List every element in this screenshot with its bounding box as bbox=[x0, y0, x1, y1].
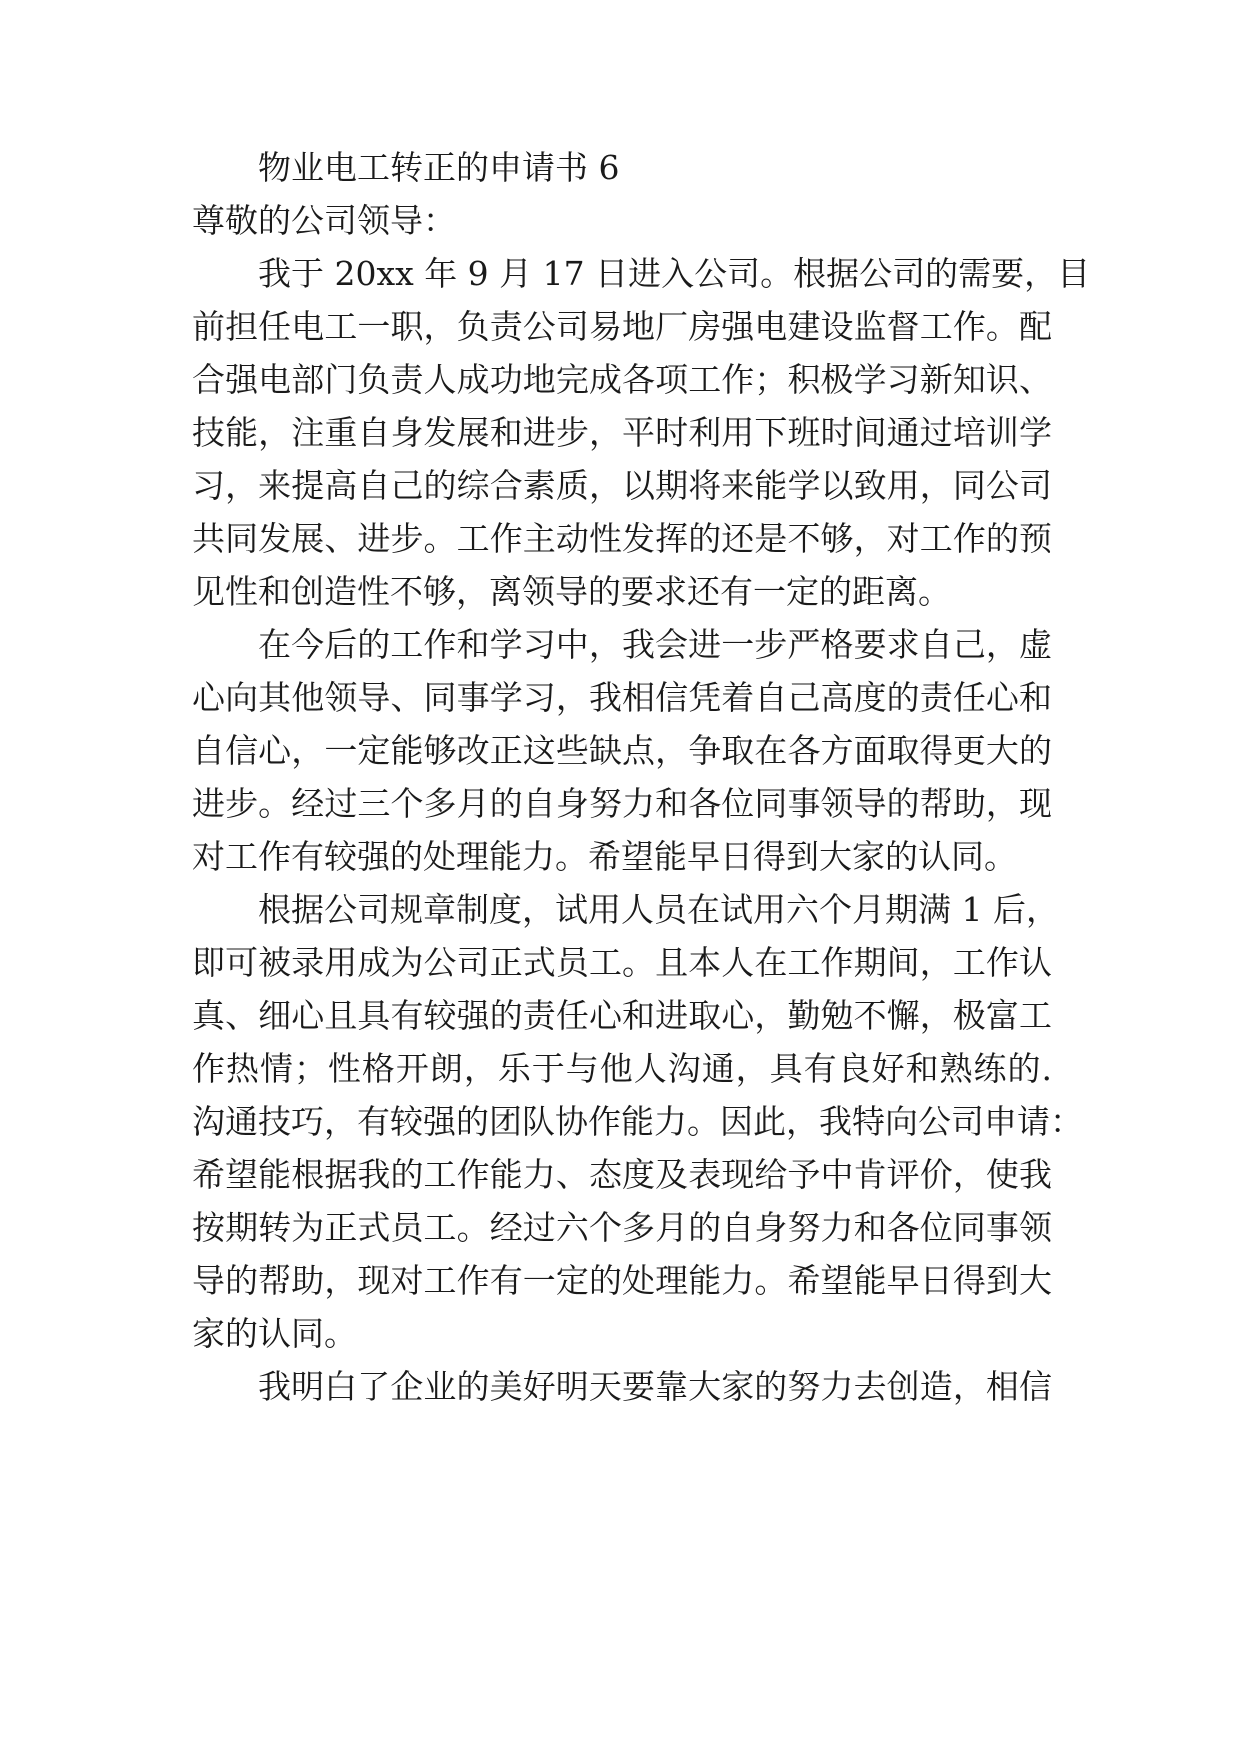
paragraph-1-line-7: 见性和创造性不够，离领导的要求还有一定的距离。 bbox=[192, 572, 951, 611]
paragraph-2-line-1: 在今后的工作和学习中，我会进一步严格要求自己，虚 bbox=[258, 625, 1052, 664]
paragraph-1-line-3: 合强电部门负责人成功地完成各项工作；积极学习新知识、 bbox=[192, 360, 1052, 399]
paragraph-3-line-1: 根据公司规章制度，试用人员在试用六个月期满 1 后， bbox=[258, 890, 1059, 929]
paragraph-2-line-5: 对工作有较强的处理能力。希望能早日得到大家的认同。 bbox=[192, 837, 1017, 876]
paragraph-3-line-7: 按期转为正式员工。经过六个多月的自身努力和各位同事领 bbox=[192, 1208, 1052, 1247]
paragraph-2-line-3: 自信心，一定能够改正这些缺点，争取在各方面取得更大的 bbox=[192, 731, 1052, 770]
paragraph-1-line-6: 共同发展、进步。工作主动性发挥的还是不够，对工作的预 bbox=[192, 519, 1052, 558]
paragraph-1-line-4: 技能，注重自身发展和进步，平时利用下班时间通过培训学 bbox=[192, 413, 1052, 452]
paragraph-3-line-8: 导的帮助，现对工作有一定的处理能力。希望能早日得到大 bbox=[192, 1261, 1052, 1300]
paragraph-3-line-5: 沟通技巧，有较强的团队协作能力。因此，我特向公司申请： bbox=[192, 1102, 1083, 1141]
paragraph-4-line-1: 我明白了企业的美好明天要靠大家的努力去创造，相信 bbox=[258, 1367, 1052, 1406]
paragraph-3-line-3: 真、细心且具有较强的责任心和进取心，勤勉不懈，极富工 bbox=[192, 996, 1052, 1035]
paragraph-2-line-2: 心向其他领导、同事学习，我相信凭着自己高度的责任心和 bbox=[192, 678, 1052, 717]
paragraph-1-line-5: 习，来提高自己的综合素质，以期将来能学以致用，同公司 bbox=[192, 466, 1052, 505]
paragraph-3-line-6: 希望能根据我的工作能力、态度及表现给予中肯评价，使我 bbox=[192, 1155, 1052, 1194]
paragraph-2-line-4: 进步。经过三个多月的自身努力和各位同事领导的帮助，现 bbox=[192, 784, 1052, 823]
paragraph-1-line-2: 前担任电工一职，负责公司易地厂房强电建设监督工作。配 bbox=[192, 307, 1052, 346]
paragraph-3-line-2: 即可被录用成为公司正式员工。且本人在工作期间，工作认 bbox=[192, 943, 1052, 982]
salutation: 尊敬的公司领导： bbox=[192, 201, 456, 240]
paragraph-3-line-4: 作热情；性格开朗，乐于与他人沟通，具有良好和熟练的. bbox=[192, 1049, 1052, 1088]
paragraph-3-line-9: 家的认同。 bbox=[192, 1314, 357, 1353]
document-title: 物业电工转正的申请书 6 bbox=[258, 148, 620, 187]
paragraph-1-line-1: 我于 20xx 年 9 月 17 日进入公司。根据公司的需要，目 bbox=[258, 254, 1091, 293]
